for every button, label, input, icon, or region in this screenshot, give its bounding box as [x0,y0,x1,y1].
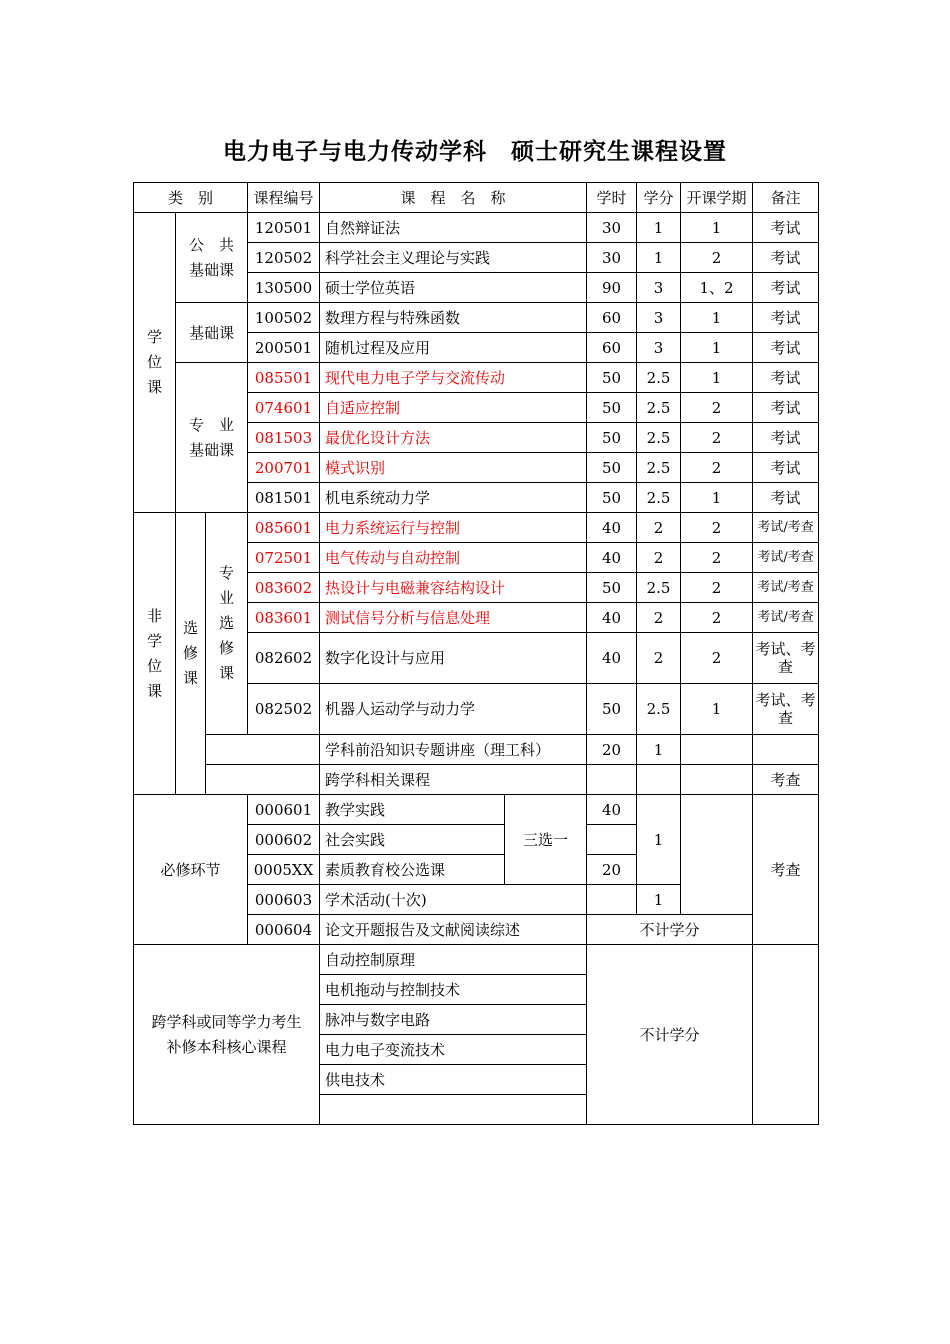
group-elective: 选 修 课 [176,513,206,795]
course-credits: 3 [637,333,681,363]
course-name: 机器人运动学与动力学 [320,684,587,735]
course-semester [681,795,753,915]
course-hours [587,765,637,795]
table-row [134,765,819,795]
course-code: 083602 [248,573,320,603]
course-name: 跨学科相关课程 [320,765,587,795]
course-hours: 90 [587,273,637,303]
course-code: 085501 [248,363,320,393]
course-semester: 2 [681,543,753,573]
course-name: 素质教育校公选课 [320,855,505,885]
supplement-remark [753,945,819,1125]
course-semester: 2 [681,453,753,483]
course-code: 200501 [248,333,320,363]
course-credits: 2.5 [637,363,681,393]
course-remark: 考试 [753,423,819,453]
course-name: 热设计与电磁兼容结构设计 [320,573,587,603]
supplement-course: 电力电子变流技术 [320,1035,587,1065]
table-row [134,213,819,243]
course-remark: 考试 [753,393,819,423]
course-credits: 2 [637,513,681,543]
course-remark: 考试 [753,363,819,393]
supplement-no-credit: 不计学分 [587,945,753,1125]
empty-cell [206,765,320,795]
course-semester: 2 [681,513,753,543]
header-code: 课程编号 [248,183,320,213]
table-row [134,735,819,765]
course-code: 000601 [248,795,320,825]
course-code: 000603 [248,885,320,915]
course-remark: 考查 [753,765,819,795]
course-remark: 考试 [753,303,819,333]
course-semester [681,735,753,765]
course-remark: 考试 [753,453,819,483]
activity-credits: 1 [637,885,681,915]
course-hours: 40 [587,603,637,633]
course-hours: 50 [587,453,637,483]
course-remark: 考试 [753,273,819,303]
course-code: 081503 [248,423,320,453]
course-credits: 2 [637,543,681,573]
course-credits: 2.5 [637,453,681,483]
course-remark: 考试 [753,213,819,243]
course-code: 120501 [248,213,320,243]
course-semester: 1 [681,303,753,333]
course-code: 100502 [248,303,320,333]
table-row [134,795,819,825]
supplement-course: 电机拖动与控制技术 [320,975,587,1005]
course-name: 数字化设计与应用 [320,633,587,684]
course-name: 机电系统动力学 [320,483,587,513]
course-hours: 50 [587,363,637,393]
course-remark: 考试/考查 [753,603,819,633]
course-remark [753,735,819,765]
course-credits: 2.5 [637,684,681,735]
table-row [134,945,819,975]
course-name: 学术活动(十次) [320,885,587,915]
course-remark: 考试/考查 [753,513,819,543]
course-code: 074601 [248,393,320,423]
course-hours: 60 [587,303,637,333]
course-hours: 20 [587,855,637,885]
course-name: 自适应控制 [320,393,587,423]
course-hours: 30 [587,243,637,273]
course-code: 000604 [248,915,320,945]
course-code: 072501 [248,543,320,573]
supplement-course: 脉冲与数字电路 [320,1005,587,1035]
course-semester: 2 [681,573,753,603]
course-credits: 1 [637,243,681,273]
course-remark: 考试 [753,243,819,273]
course-credits: 2.5 [637,483,681,513]
choose-credits: 1 [637,795,681,885]
course-code: 120502 [248,243,320,273]
group-cross-discipline: 跨学科或同等学力考生 补修本科核心课程 [134,945,320,1125]
table-row [134,303,819,333]
course-hours: 50 [587,483,637,513]
course-semester: 2 [681,603,753,633]
course-hours: 40 [587,513,637,543]
group-non-degree: 非 学 位 课 [134,513,176,795]
course-semester: 2 [681,243,753,273]
course-name: 随机过程及应用 [320,333,587,363]
header-hours: 学时 [587,183,637,213]
header-credits: 学分 [637,183,681,213]
course-semester: 2 [681,633,753,684]
course-semester: 1 [681,333,753,363]
course-name: 论文开题报告及文献阅读综述 [320,915,587,945]
course-hours: 50 [587,573,637,603]
course-name: 教学实践 [320,795,505,825]
course-semester: 2 [681,423,753,453]
page-title: 电力电子与电力传动学科 硕士研究生课程设置 [223,139,727,165]
course-hours: 40 [587,795,637,825]
course-name: 硕士学位英语 [320,273,587,303]
course-credits: 3 [637,273,681,303]
course-remark: 考试/考查 [753,543,819,573]
course-name: 科学社会主义理论与实践 [320,243,587,273]
course-code: 082502 [248,684,320,735]
course-hours: 50 [587,684,637,735]
course-code: 081501 [248,483,320,513]
course-code: 085601 [248,513,320,543]
table-row [134,513,819,543]
course-credits: 3 [637,303,681,333]
course-name: 学科前沿知识专题讲座（理工科） [320,735,587,765]
course-name: 电气传动与自动控制 [320,543,587,573]
table-row [134,363,819,393]
course-hours: 30 [587,213,637,243]
header-row [134,183,819,213]
course-name: 社会实践 [320,825,505,855]
course-table [133,182,819,1125]
empty-cell [320,1095,587,1125]
course-code: 0005XX [248,855,320,885]
course-name: 电力系统运行与控制 [320,513,587,543]
course-credits [637,765,681,795]
course-code: 130500 [248,273,320,303]
course-name: 测试信号分析与信息处理 [320,603,587,633]
course-hours: 20 [587,735,637,765]
course-credits: 2.5 [637,423,681,453]
group-basic: 基础课 [176,303,248,363]
supplement-course: 自动控制原理 [320,945,587,975]
course-name: 模式识别 [320,453,587,483]
header-name: 课 程 名 称 [320,183,587,213]
course-hours [587,825,637,855]
course-semester: 1 [681,363,753,393]
group-major-elective: 专 业 选 修 课 [206,513,248,735]
course-semester: 1、2 [681,273,753,303]
course-credits: 2 [637,633,681,684]
course-name: 自然辩证法 [320,213,587,243]
course-credits: 1 [637,213,681,243]
course-credits: 2.5 [637,573,681,603]
group-degree: 学 位 课 [134,213,176,513]
course-hours: 50 [587,393,637,423]
course-semester: 1 [681,684,753,735]
group-required: 必修环节 [134,795,248,945]
header-remark: 备注 [753,183,819,213]
course-code: 200701 [248,453,320,483]
supplement-course: 供电技术 [320,1065,587,1095]
course-semester: 2 [681,393,753,423]
course-code: 082602 [248,633,320,684]
empty-cell [206,735,320,765]
course-credits: 1 [637,735,681,765]
course-hours: 40 [587,633,637,684]
course-hours [587,885,637,915]
course-code: 000602 [248,825,320,855]
course-hours: 50 [587,423,637,453]
group-major-basic: 专 业 基础课 [176,363,248,513]
choose-one: 三选一 [505,795,587,885]
course-name: 最优化设计方法 [320,423,587,453]
course-name: 数理方程与特殊函数 [320,303,587,333]
course-hours: 40 [587,543,637,573]
course-remark: 考试、考 查 [753,633,819,684]
header-category: 类 别 [134,183,248,213]
course-hours: 60 [587,333,637,363]
course-semester: 1 [681,483,753,513]
course-remark: 考试 [753,483,819,513]
course-credits: 2 [637,603,681,633]
course-name: 现代电力电子学与交流传动 [320,363,587,393]
group-public-basic: 公 共 基础课 [176,213,248,303]
course-semester: 1 [681,213,753,243]
course-remark: 考试 [753,333,819,363]
header-semester: 开课学期 [681,183,753,213]
course-credits: 2.5 [637,393,681,423]
course-code: 083601 [248,603,320,633]
course-semester [681,765,753,795]
no-credit: 不计学分 [587,915,753,945]
course-remark: 考试/考查 [753,573,819,603]
course-remark: 考试、考 查 [753,684,819,735]
required-remark: 考查 [753,795,819,945]
